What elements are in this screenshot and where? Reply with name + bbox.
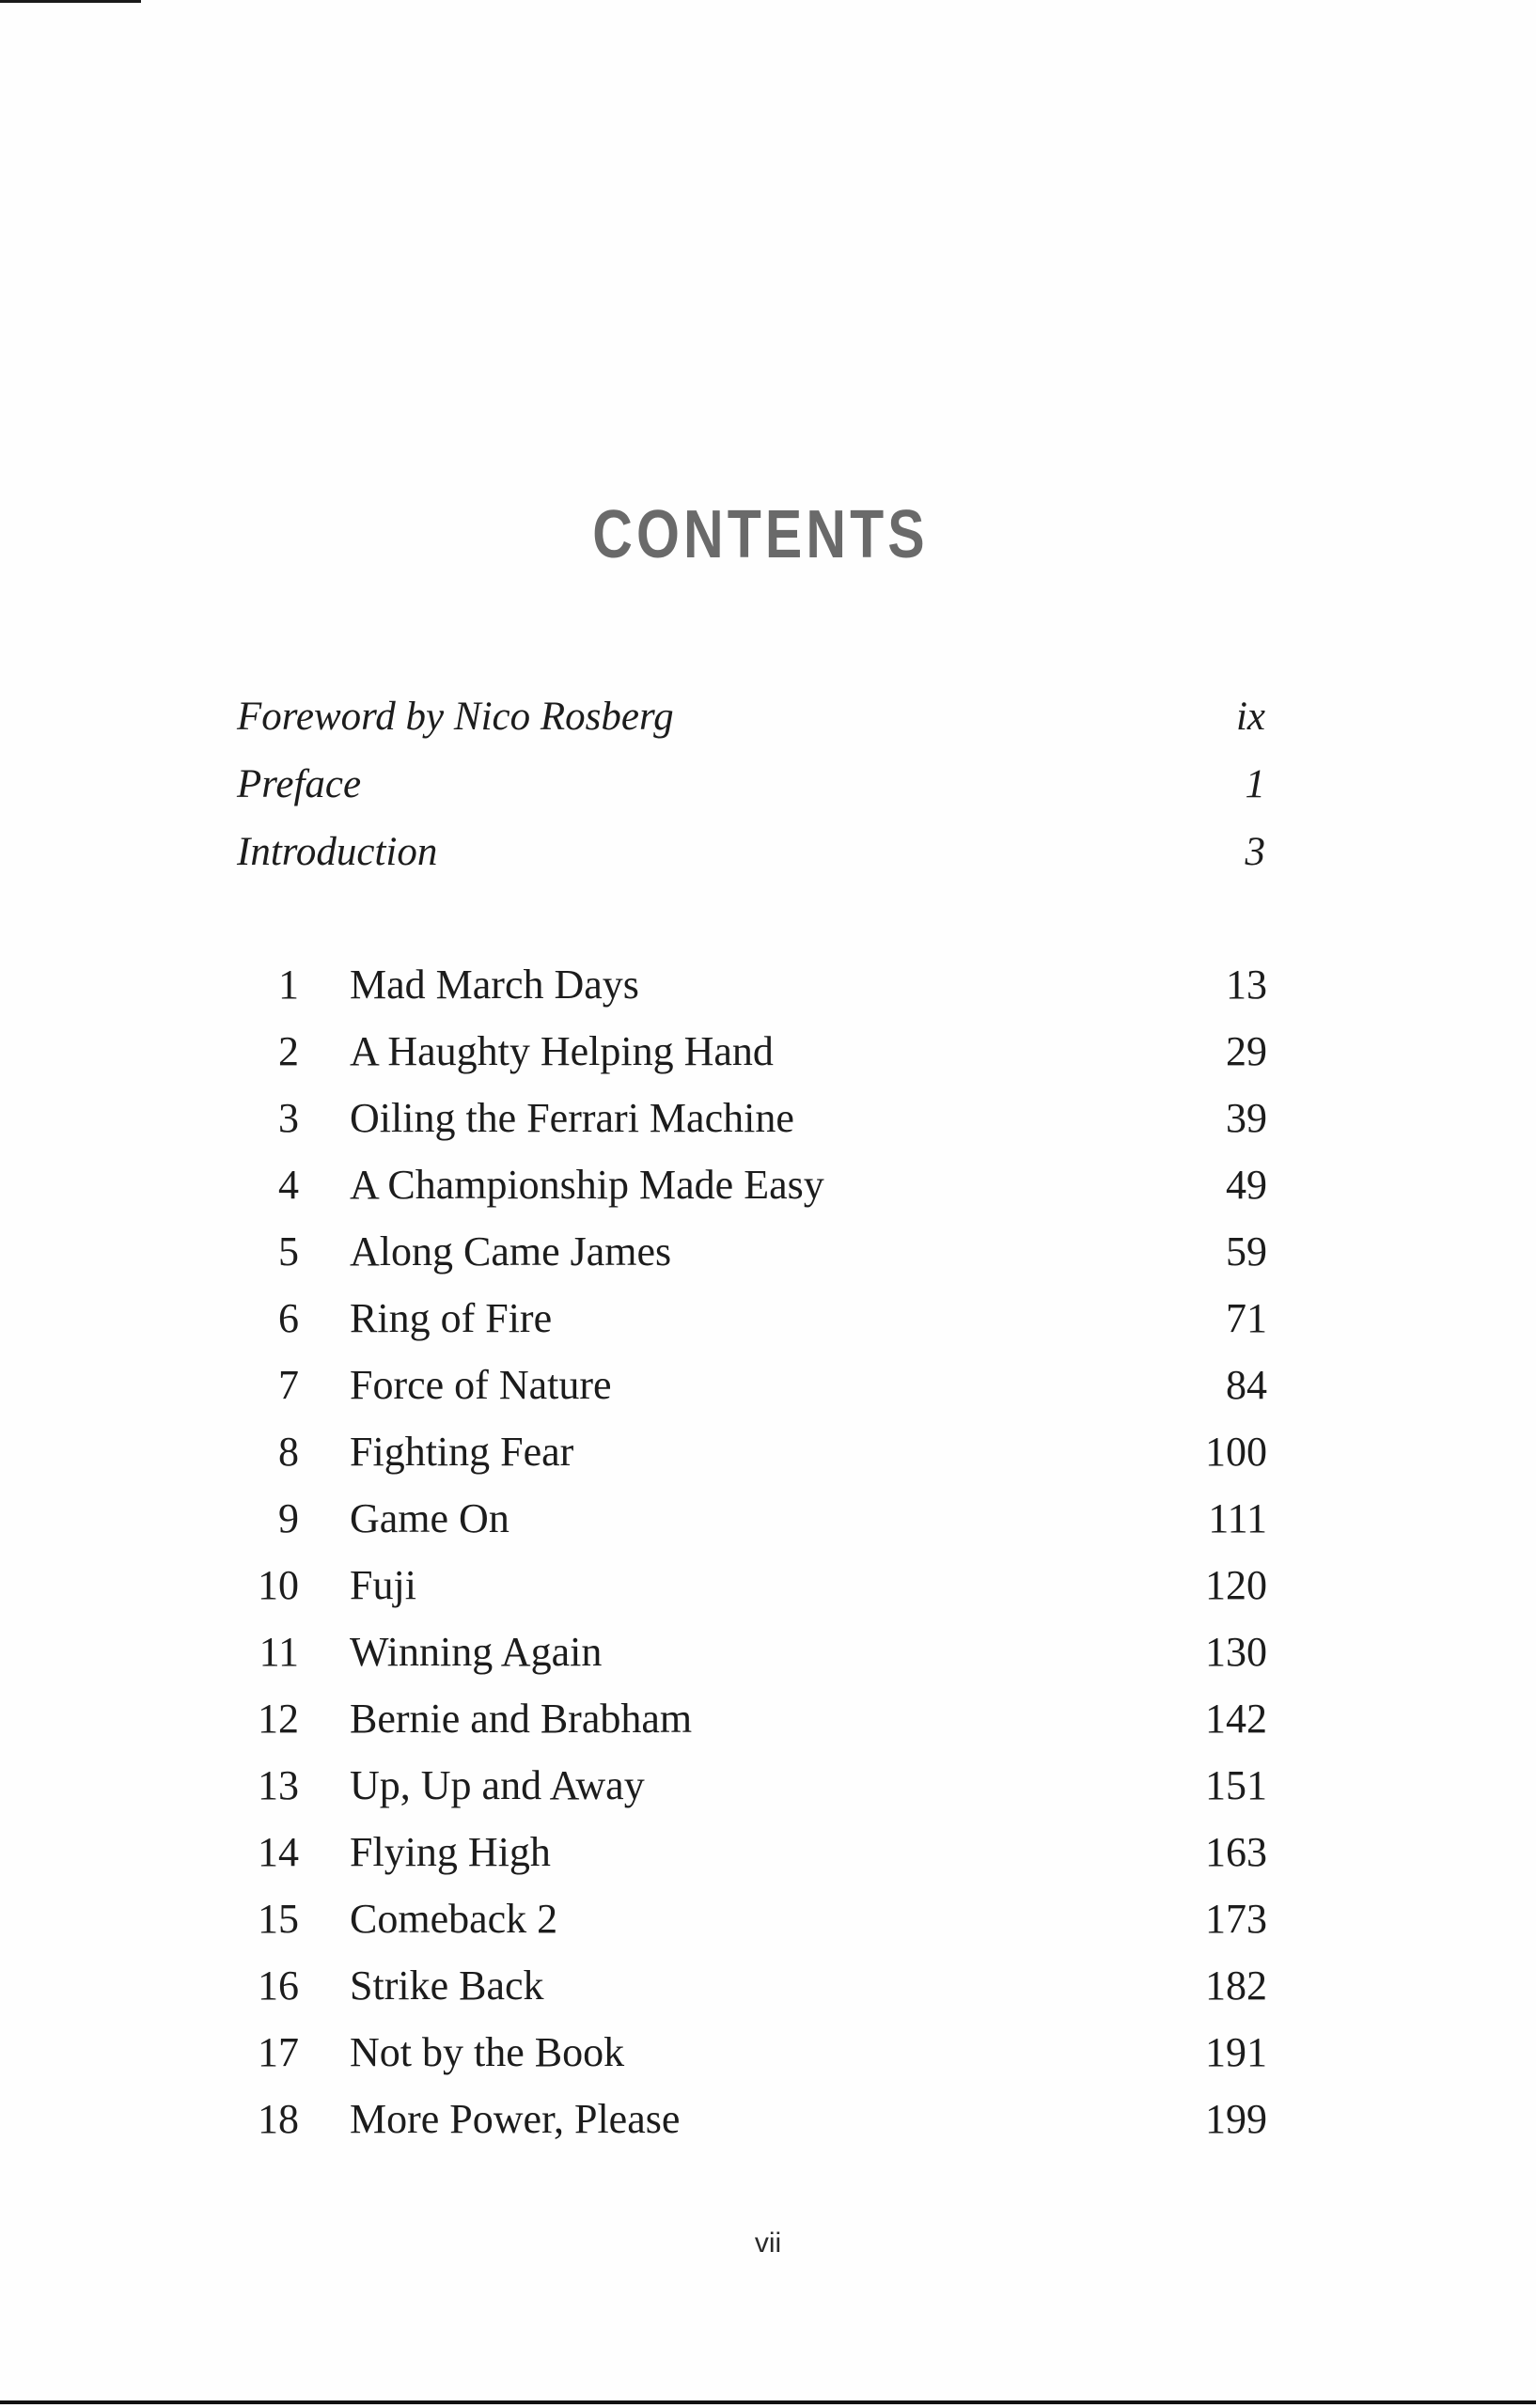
chapter-number: 18 <box>258 2096 299 2142</box>
chapter-number: 4 <box>278 1162 299 1208</box>
chapter-row <box>237 1294 1267 1361</box>
chapter-title: Fuji <box>350 1562 416 1608</box>
front-matter-list <box>237 694 1265 897</box>
chapter-page: 199 <box>1205 2096 1267 2142</box>
chapter-page: 84 <box>1226 1362 1267 1408</box>
chapter-page: 111 <box>1208 1495 1267 1541</box>
front-matter-item <box>237 694 1265 761</box>
chapter-row <box>237 1428 1267 1494</box>
chapter-page: 142 <box>1205 1696 1267 1742</box>
front-matter-item <box>237 761 1265 829</box>
chapter-number: 3 <box>278 1095 299 1141</box>
chapter-number: 7 <box>278 1362 299 1408</box>
chapter-number: 1 <box>278 962 299 1008</box>
chapter-title: Comeback 2 <box>350 1896 558 1942</box>
chapter-page: 39 <box>1226 1095 1267 1141</box>
chapter-number: 16 <box>258 1962 299 2009</box>
chapter-row <box>237 1094 1267 1161</box>
chapter-title: Fighting Fear <box>350 1429 574 1475</box>
chapter-row <box>237 1628 1267 1695</box>
scan-bottom-edge <box>0 2400 1536 2404</box>
chapter-page: 130 <box>1205 1629 1267 1675</box>
chapter-number: 2 <box>278 1028 299 1074</box>
chapter-row <box>237 1227 1267 1294</box>
chapter-page: 59 <box>1226 1228 1267 1274</box>
chapter-number: 14 <box>258 1829 299 1875</box>
chapter-page: 191 <box>1205 2029 1267 2075</box>
chapter-page: 100 <box>1205 1429 1267 1475</box>
chapter-number: 11 <box>259 1629 299 1675</box>
chapter-number: 12 <box>258 1696 299 1742</box>
chapter-number: 15 <box>258 1896 299 1942</box>
front-matter-label: Foreword by Nico Rosberg <box>237 695 674 739</box>
chapter-page: 182 <box>1205 1962 1267 2009</box>
chapter-title: Not by the Book <box>350 2029 625 2075</box>
page-folio: vii <box>754 2228 782 2259</box>
chapter-row <box>237 1361 1267 1428</box>
chapter-row <box>237 1561 1267 1628</box>
chapter-page: 173 <box>1205 1896 1267 1942</box>
chapter-row <box>237 1161 1267 1227</box>
chapter-number: 13 <box>258 1762 299 1808</box>
front-matter-page: ix <box>1235 695 1265 739</box>
chapter-row <box>237 1828 1267 1895</box>
chapter-row <box>237 961 1267 1027</box>
chapter-row <box>237 2028 1267 2095</box>
front-matter-page: 1 <box>1245 762 1265 806</box>
front-matter-item <box>237 829 1265 897</box>
chapter-title: Up, Up and Away <box>350 1762 645 1808</box>
scan-top-edge <box>0 0 141 3</box>
chapter-row <box>237 1895 1267 1962</box>
chapter-number: 10 <box>258 1562 299 1608</box>
chapter-page: 71 <box>1226 1295 1267 1341</box>
chapter-title: Along Came James <box>350 1228 672 1274</box>
chapter-page: 13 <box>1226 962 1267 1008</box>
chapter-title: A Haughty Helping Hand <box>350 1028 774 1074</box>
chapter-title: Bernie and Brabham <box>350 1696 693 1742</box>
chapter-number: 6 <box>278 1295 299 1341</box>
chapter-title: Mad March Days <box>350 962 639 1008</box>
chapter-number: 8 <box>278 1429 299 1475</box>
chapter-number: 9 <box>278 1495 299 1541</box>
chapter-row <box>237 1695 1267 1761</box>
chapter-row <box>237 1962 1267 2028</box>
front-matter-label: Introduction <box>237 830 438 874</box>
chapter-title: More Power, Please <box>350 2096 681 2142</box>
chapter-title: Oiling the Ferrari Machine <box>350 1095 794 1141</box>
chapter-title: A Championship Made Easy <box>350 1162 824 1208</box>
chapter-page: 151 <box>1205 1762 1267 1808</box>
chapter-row <box>237 1494 1267 1561</box>
chapter-list <box>237 961 1267 2162</box>
chapter-title: Flying High <box>350 1829 551 1875</box>
chapter-number: 17 <box>258 2029 299 2075</box>
page-title: CONTENTS <box>592 497 929 572</box>
chapter-title: Game On <box>350 1495 509 1541</box>
chapter-title: Force of Nature <box>350 1362 612 1408</box>
chapter-page: 163 <box>1205 1829 1267 1875</box>
chapter-title: Strike Back <box>350 1962 544 2009</box>
chapter-page: 49 <box>1226 1162 1267 1208</box>
chapter-page: 120 <box>1205 1562 1267 1608</box>
chapter-title: Ring of Fire <box>350 1295 553 1341</box>
chapter-number: 5 <box>278 1228 299 1274</box>
chapter-title: Winning Again <box>350 1629 603 1675</box>
chapter-row <box>237 1761 1267 1828</box>
chapter-page: 29 <box>1226 1028 1267 1074</box>
chapter-row <box>237 1027 1267 1094</box>
front-matter-label: Preface <box>237 762 362 806</box>
chapter-row <box>237 2095 1267 2162</box>
front-matter-page: 3 <box>1245 830 1265 874</box>
